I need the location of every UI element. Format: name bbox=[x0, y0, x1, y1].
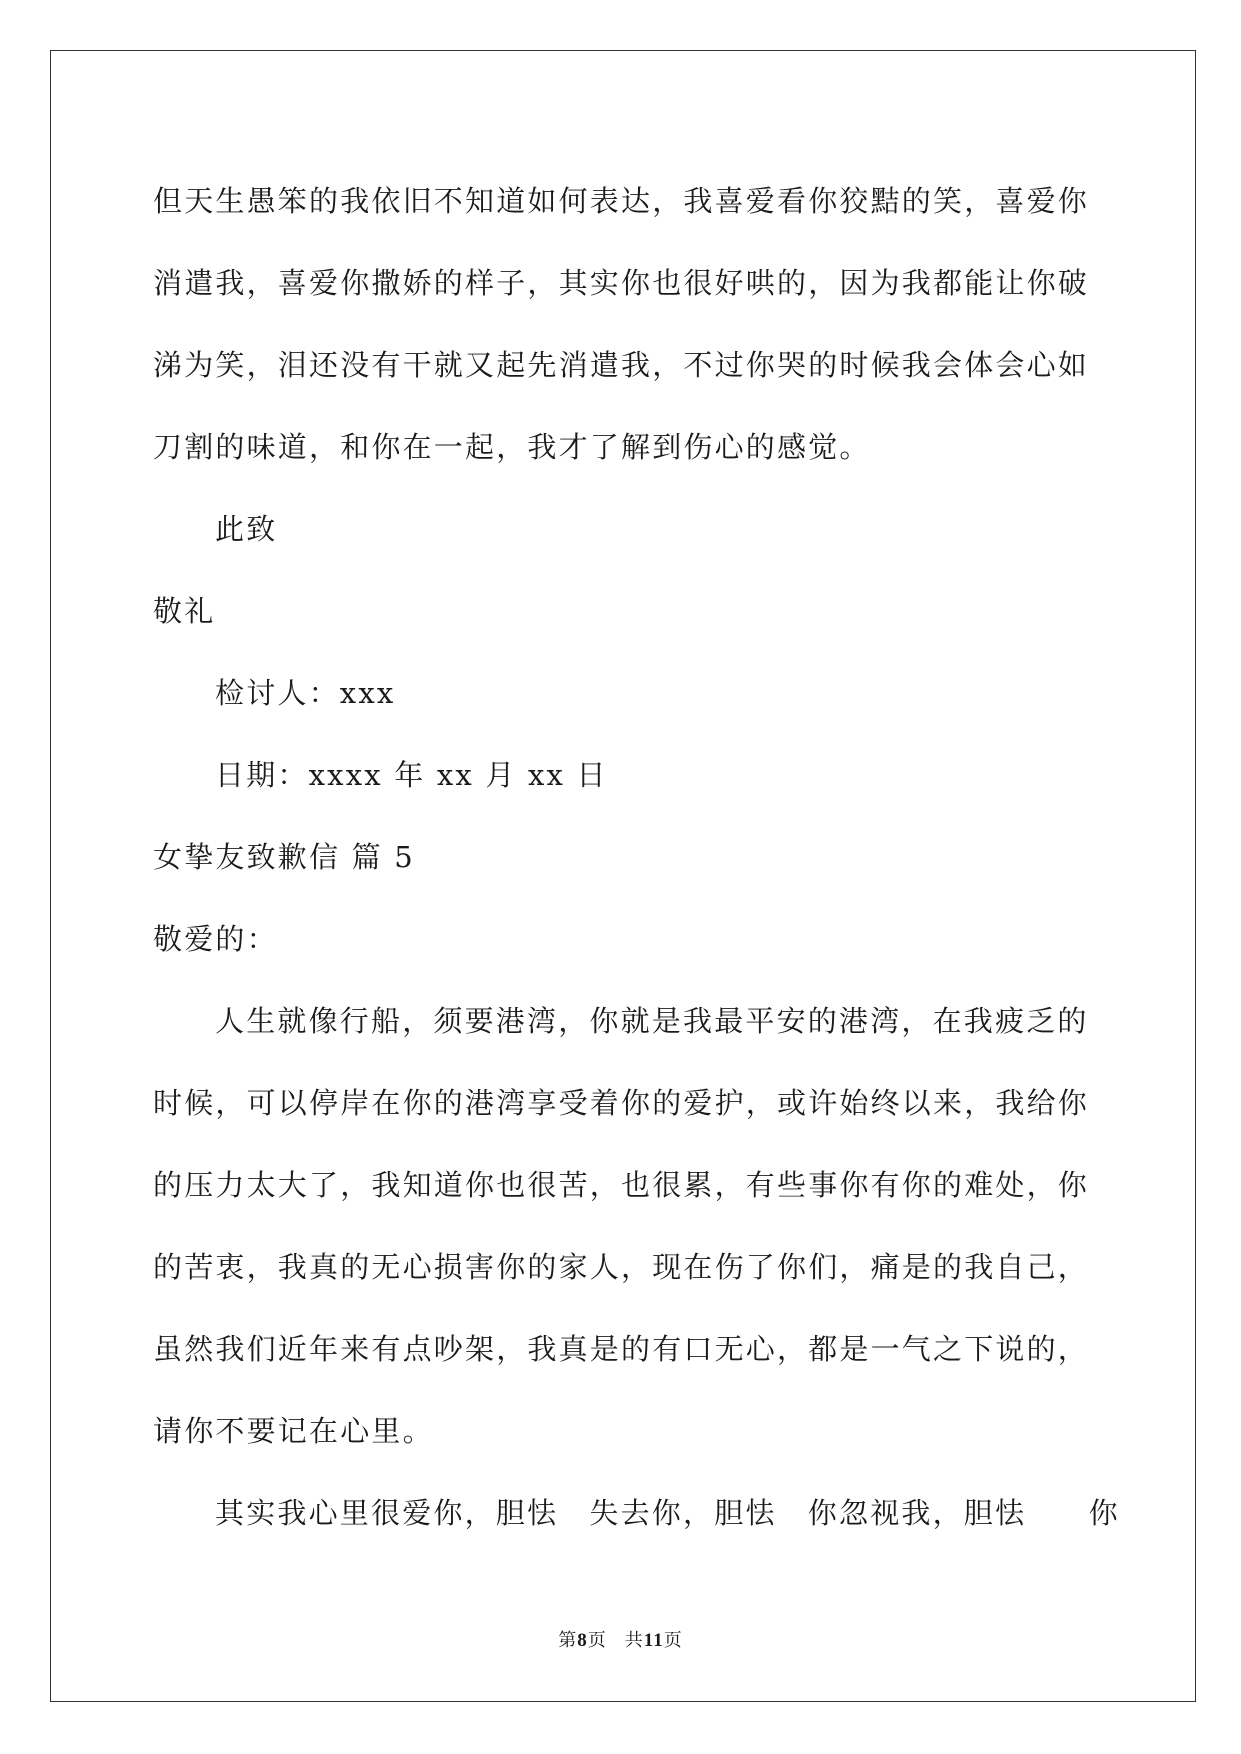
page-current-number: 8 bbox=[577, 1630, 588, 1651]
total-suffix: 页 bbox=[663, 1630, 683, 1651]
paragraph-line: 时候，可以停岸在你的港湾享受着你的爱护，或许始终以来，我给你 bbox=[153, 1086, 1090, 1120]
paragraph-line: 刀割的味道，和你在一起，我才了解到伤心的感觉。 bbox=[153, 430, 871, 464]
letter-greeting: 敬爱的： bbox=[153, 922, 278, 956]
paragraph-line: 虽然我们近年来有点吵架，我真是的有口无心，都是一气之下说的， bbox=[153, 1332, 1090, 1366]
signature-author: 检讨人：xxx bbox=[215, 676, 396, 710]
total-prefix: 共 bbox=[624, 1630, 644, 1651]
closing-regards: 敬礼 bbox=[153, 594, 216, 628]
page-suffix: 页 bbox=[587, 1630, 607, 1651]
page-total-number: 11 bbox=[643, 1630, 664, 1651]
paragraph-line: 人生就像行船，须要港湾，你就是我最平安的港湾，在我疲乏的 bbox=[215, 1004, 1089, 1038]
paragraph-line: 消遣我，喜爱你撒娇的样子，其实你也很好哄的，因为我都能让你破 bbox=[153, 266, 1090, 300]
closing-salutation: 此致 bbox=[215, 512, 278, 546]
paragraph-line: 的压力太大了，我知道你也很苦，也很累，有些事你有你的难处，你 bbox=[153, 1168, 1090, 1202]
signature-date: 日期：xxxx 年 xx 月 xx 日 bbox=[215, 758, 608, 792]
page-prefix: 第 bbox=[558, 1630, 578, 1651]
paragraph-line: 请你不要记在心里。 bbox=[153, 1414, 434, 1448]
section-title: 女挚友致歉信 篇 5 bbox=[153, 840, 415, 874]
paragraph-line: 但天生愚笨的我依旧不知道如何表达，我喜爱看你狡黠的笑，喜爱你 bbox=[153, 184, 1090, 218]
paragraph-line: 涕为笑，泪还没有干就又起先消遣我，不过你哭的时候我会体会心如 bbox=[153, 348, 1090, 382]
document-body bbox=[153, 160, 1120, 1554]
paragraph-line: 的苦衷，我真的无心损害你的家人，现在伤了你们，痛是的我自己， bbox=[153, 1250, 1090, 1284]
page-footer bbox=[0, 1629, 1241, 1653]
paragraph-line: 其实我心里很爱你，胆怯 失去你，胆怯 你忽视我，胆怯 你 bbox=[215, 1496, 1120, 1530]
